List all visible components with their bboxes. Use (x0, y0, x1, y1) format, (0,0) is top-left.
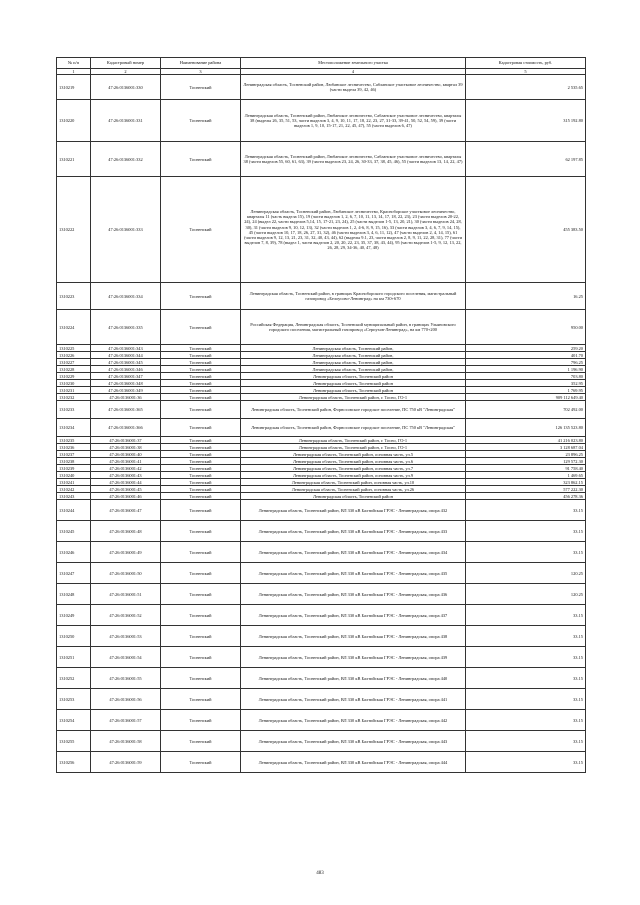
column-number-cell: 4 (241, 69, 466, 75)
table-row (57, 142, 586, 177)
location-cell: Ленинградская область, Тосненский район, основная часть, ул.7 (241, 465, 466, 472)
row-index-cell: 1310229 (57, 373, 91, 380)
cadastral-number-cell: 47:26:0136001:345 (91, 359, 161, 366)
location-cell: Ленинградская область, Тосненский район, ВЛ 330 кВ Балтийская ГРЭС - Ленинградская, опора 438 (241, 626, 466, 647)
row-index-cell: 1310225 (57, 345, 91, 352)
table-row (57, 419, 586, 437)
location-cell: Ленинградская область, Тосненский район, г. Тосно, ГО-1 (241, 437, 466, 444)
row-index-cell: 1310235 (57, 437, 91, 444)
column-number-cell: 3 (161, 69, 241, 75)
table-row (57, 380, 586, 387)
cadastral-value-cell: 702 492.00 (466, 401, 586, 419)
row-index-cell: 1310246 (57, 542, 91, 563)
row-index-cell: 1310237 (57, 451, 91, 458)
district-name-cell: Тосненский (161, 437, 241, 444)
cadastral-value-cell: 323 862.15 (466, 479, 586, 486)
table-row (57, 752, 586, 773)
district-name-cell: Тосненский (161, 605, 241, 626)
cadastral-number-cell: 47:26:0136001:48 (91, 521, 161, 542)
cadastral-value-cell: 1 769.95 (466, 387, 586, 394)
district-name-cell: Тосненский (161, 310, 241, 345)
cadastral-value-cell: 33.15 (466, 731, 586, 752)
row-index-cell: 1310240 (57, 472, 91, 479)
location-cell: Ленинградская область, Тосненский район, г. Тосно, ГО-1 (241, 394, 466, 401)
location-cell: Ленинградская область, Тосненский район, Форносовское городское поселение, ПС 750 кВ "Ленинградская" (241, 419, 466, 437)
cadastral-number-cell: 47:26:0136001:41 (91, 458, 161, 465)
cadastral-value-cell: 126 135 523.80 (466, 419, 586, 437)
table-row (57, 373, 586, 380)
location-cell: Ленинградская область, Тосненский район, ВЛ 330 кВ Балтийская ГРЭС - Ленинградская, опора 442 (241, 710, 466, 731)
table-row (57, 465, 586, 472)
district-name-cell: Тосненский (161, 472, 241, 479)
cadastral-number-cell: 47:26:0136001:37 (91, 437, 161, 444)
row-index-cell: 1310250 (57, 626, 91, 647)
table-row (57, 626, 586, 647)
district-name-cell: Тосненский (161, 668, 241, 689)
cadastral-number-cell: 47:26:0136001:51 (91, 584, 161, 605)
district-name-cell: Тосненский (161, 479, 241, 486)
cadastral-value-cell: 909 112 649.40 (466, 394, 586, 401)
district-name-cell: Тосненский (161, 359, 241, 366)
cadastral-number-cell: 47:26:0136001:335 (91, 310, 161, 345)
row-index-cell: 1310251 (57, 647, 91, 668)
district-name-cell: Тосненский (161, 352, 241, 359)
district-name-cell: Тосненский (161, 401, 241, 419)
cadastral-value-cell: 3 128 687.04 (466, 444, 586, 451)
cadastral-number-cell: 47:26:0136001:43 (91, 472, 161, 479)
row-index-cell: 1310224 (57, 310, 91, 345)
row-index-cell: 1310234 (57, 419, 91, 437)
cadastral-value-cell: 315 192.80 (466, 100, 586, 142)
cadastral-number-cell: 47:26:0136001:347 (91, 373, 161, 380)
table-row (57, 437, 586, 444)
location-cell: Ленинградская область, Тосненский район, основная часть, ул.6 (241, 458, 466, 465)
cadastral-value-cell: 33.15 (466, 689, 586, 710)
district-name-cell: Тосненский (161, 380, 241, 387)
table-row (57, 668, 586, 689)
cadastral-number-cell: 47:26:0136001:40 (91, 451, 161, 458)
header-cell-index: № п/п (57, 58, 91, 69)
row-index-cell: 1310220 (57, 100, 91, 142)
cadastral-number-cell: 47:26:0136001:55 (91, 668, 161, 689)
district-name-cell: Тосненский (161, 465, 241, 472)
cadastral-value-cell: 1 469.65 (466, 472, 586, 479)
cadastral-value-cell: 796.25 (466, 359, 586, 366)
table-row (57, 605, 586, 626)
table-row (57, 710, 586, 731)
cadastral-value-cell: 41 216 023.80 (466, 437, 586, 444)
cadastral-value-cell: 33.15 (466, 500, 586, 521)
cadastral-number-cell: 47:26:0136001:333 (91, 177, 161, 283)
table-row (57, 177, 586, 283)
table-header-row (57, 58, 586, 69)
location-cell: Ленинградская область, Тосненский район, (241, 359, 466, 366)
row-index-cell: 1310241 (57, 479, 91, 486)
cadastral-value-cell: 33.15 (466, 668, 586, 689)
location-cell: Ленинградская область, Тосненский район, ВЛ 330 кВ Балтийская ГРЭС - Ленинградская, опора 439 (241, 647, 466, 668)
district-name-cell: Тосненский (161, 689, 241, 710)
district-name-cell: Тосненский (161, 387, 241, 394)
location-cell: Российская Федерация, Ленинградская область, Тосненский муниципальный район, в границах Ульяновского городского поселения, магистральный газопровод «Серпухов-Ленинград», на км 770+200 (241, 310, 466, 345)
table-row (57, 345, 586, 352)
table-row (57, 647, 586, 668)
table-row (57, 486, 586, 493)
cadastral-number-cell: 47:26:0136001:49 (91, 542, 161, 563)
location-cell: Ленинградская область, Тосненский район, (241, 366, 466, 373)
column-number-cell: 5 (466, 69, 586, 75)
location-cell: Ленинградская область, Тосненский район, ВЛ 330 кВ Балтийская ГРЭС - Ленинградская, опора 432 (241, 500, 466, 521)
district-name-cell: Тосненский (161, 458, 241, 465)
district-name-cell: Тосненский (161, 731, 241, 752)
location-cell: Ленинградская область, Тосненский район, Форносовское городское поселение, ПС 750 кВ "Ленинградская" (241, 401, 466, 419)
row-index-cell: 1310236 (57, 444, 91, 451)
row-index-cell: 1310249 (57, 605, 91, 626)
cadastral-value-cell: 950.00 (466, 310, 586, 345)
cadastral-number-cell: 47:26:0136001:52 (91, 605, 161, 626)
cadastral-number-cell: 47:26:0136001:47 (91, 500, 161, 521)
cadastral-number-cell: 47:26:0136001:46 (91, 493, 161, 500)
table-row (57, 352, 586, 359)
cadastral-number-cell: 47:26:0136001:45 (91, 486, 161, 493)
row-index-cell: 1310226 (57, 352, 91, 359)
district-name-cell: Тосненский (161, 500, 241, 521)
header-cell-location: Местоположение земельного участка (241, 58, 466, 69)
cadastral-value-cell: 401.70 (466, 352, 586, 359)
row-index-cell: 1310252 (57, 668, 91, 689)
table-row (57, 689, 586, 710)
table-row (57, 458, 586, 465)
district-name-cell: Тосненский (161, 394, 241, 401)
cadastral-number-cell: 47:26:0136001:349 (91, 387, 161, 394)
cadastral-number-cell: 47:26:0136001:334 (91, 283, 161, 310)
cadastral-number-cell: 47:26:0136001:58 (91, 731, 161, 752)
row-index-cell: 1310256 (57, 752, 91, 773)
cadastral-number-cell: 47:26:0136001:330 (91, 75, 161, 100)
district-name-cell: Тосненский (161, 493, 241, 500)
cadastral-value-cell: 455 383.50 (466, 177, 586, 283)
cadastral-value-cell: 120.25 (466, 584, 586, 605)
cadastral-value-cell: 33.15 (466, 605, 586, 626)
row-index-cell: 1310244 (57, 500, 91, 521)
location-cell: Ленинградская область, Тосненский район (241, 380, 466, 387)
table-row (57, 451, 586, 458)
cadastral-number-cell: 47:26:0136001:36 (91, 394, 161, 401)
cadastral-value-cell: 1 196.90 (466, 366, 586, 373)
cadastral-value-cell: 2 535.65 (466, 75, 586, 100)
header-cell-cadastral-number: Кадастровый номер (91, 58, 161, 69)
cadastral-value-cell: 62 197.85 (466, 142, 586, 177)
row-index-cell: 1310238 (57, 458, 91, 465)
table-row (57, 479, 586, 486)
table-row (57, 359, 586, 366)
row-index-cell: 1310228 (57, 366, 91, 373)
location-cell: Ленинградская область, Тосненский район, ВЛ 330 кВ Балтийская ГРЭС - Ленинградская, опора 443 (241, 731, 466, 752)
header-cell-district: Наименование района (161, 58, 241, 69)
cadastral-number-cell: 47:26:0136001:38 (91, 444, 161, 451)
row-index-cell: 1310222 (57, 177, 91, 283)
location-cell: Ленинградская область, Тосненский район, ВЛ 330 кВ Балтийская ГРЭС - Ленинградская, опора 435 (241, 563, 466, 584)
cadastral-value-cell: 703.80 (466, 373, 586, 380)
cadastral-value-cell: 120.25 (466, 563, 586, 584)
cadastral-value-cell: 23 896.25 (466, 451, 586, 458)
row-index-cell: 1310219 (57, 75, 91, 100)
location-cell: Ленинградская область, Тосненский район, ВЛ 330 кВ Балтийская ГРЭС - Ленинградская, опора 434 (241, 542, 466, 563)
district-name-cell: Тосненский (161, 75, 241, 100)
document-sheet (56, 57, 585, 773)
row-index-cell: 1310253 (57, 689, 91, 710)
cadastral-number-cell: 47:26:0136001:50 (91, 563, 161, 584)
row-index-cell: 1310239 (57, 465, 91, 472)
location-cell: Ленинградская область, Тосненский район, ВЛ 330 кВ Балтийская ГРЭС - Ленинградская, опора 441 (241, 689, 466, 710)
location-cell: Ленинградская область, Тосненский район (241, 373, 466, 380)
district-name-cell: Тосненский (161, 563, 241, 584)
cadastral-value-cell: 33.15 (466, 710, 586, 731)
location-cell: Ленинградская область, Тосненский район, ВЛ 330 кВ Балтийская ГРЭС - Ленинградская, опора 440 (241, 668, 466, 689)
district-name-cell: Тосненский (161, 419, 241, 437)
location-cell: Ленинградская область, Тосненский район, Любанское лесничество, Сабланское участковое лесничество, кварталы 38 (выделы 26, 35, 51, 53, части выделов 3, 4, 9, 10, 11, 17, 18, 22, 23, 27, 31-33, 39-41, 50, 52, 54, 59), 39 (части выделов 1, 9, 10, 15-17, 21, 22, 45, 47), 55 (части выделов 6, 47) (241, 100, 466, 142)
district-name-cell: Тосненский (161, 451, 241, 458)
row-index-cell: 1310230 (57, 380, 91, 387)
row-index-cell: 1310231 (57, 387, 91, 394)
row-index-cell: 1310248 (57, 584, 91, 605)
cadastral-value-table (56, 57, 586, 773)
table-row (57, 310, 586, 345)
table-row (57, 444, 586, 451)
cadastral-value-cell: 33.15 (466, 542, 586, 563)
cadastral-number-cell: 47:26:0136001:346 (91, 366, 161, 373)
cadastral-number-cell: 47:26:0136001:54 (91, 647, 161, 668)
location-cell: Ленинградская область, Тосненский район, в границах Красноборского городского поселения, магистральный газопровод «Белоусово-Ленинград» на км 730+670 (241, 283, 466, 310)
table-row (57, 401, 586, 419)
table-row (57, 500, 586, 521)
cadastral-number-cell: 47:26:0136001:53 (91, 626, 161, 647)
cadastral-value-cell: 33.15 (466, 752, 586, 773)
table-row (57, 394, 586, 401)
location-cell: Ленинградская область, Тосненский район, Любанское лесничество, Сабланское участковое лесничество, квартал 39 (части выдела 39, 42, 46) (241, 75, 466, 100)
cadastral-number-cell: 47:26:0136001:59 (91, 752, 161, 773)
cadastral-number-cell: 47:26:0136001:331 (91, 100, 161, 142)
table-row (57, 100, 586, 142)
location-cell: Ленинградская область, Тосненский район, Любанское лесничество, Красноборское участковое лесничество, кварталы 11 (часть выдела 15), 19 (части выделов 1, 2, 6, 7, 10, 11, 13, 14, 17, 18, 22, 23), 23 (части выделов 20-22, 24), 24 (выдел 22, части выделов 5,14, 15, 17-21, 23, 24), 25 (части выделов 1-5, 13, 20, 21), 30 (части выделов 24, 28, 30), 31 (части выделов 9, 10, 12, 13), 32 (части выделов 1, 2, 4-6, 8, 9, 15, 16), 33 (части выделов 3, 4, 6, 7, 9, 14, 15), 45 (части выделов 10, 17, 18, 26, 27, 31, 32), 46 (части выделов 3, 4, 6, 11, 12), 47 (части выделов 2, 4, 14, 15), 61 (части выделов 9, 12, 13, 21, 23, 31, 32, 40, 43, 44), 62 (выделы 9.1, 23, части выделов 2, 8, 9, 11, 22, 28, 31), 77 (части выделов 7, 8, 39), 78 (выдел 1, части выделов 2, 20, 20, 22, 23, 35, 37, 38, 43, 44), 95 (части выделов 1-5, 9, 12, 13, 22, 26, 28, 29, 34-36, 40, 47, 48) (241, 177, 466, 283)
location-cell: Ленинградская область, Тосненский район, ВЛ 330 кВ Балтийская ГРЭС - Ленинградская, опора 437 (241, 605, 466, 626)
location-cell: Ленинградская область, Тосненский район, (241, 345, 466, 352)
district-name-cell: Тосненский (161, 710, 241, 731)
cadastral-value-cell: 16.25 (466, 283, 586, 310)
location-cell: Ленинградская область, Тосненский район, ВЛ 330 кВ Балтийская ГРЭС - Ленинградская, опора 444 (241, 752, 466, 773)
district-name-cell: Тосненский (161, 542, 241, 563)
district-name-cell: Тосненский (161, 626, 241, 647)
district-name-cell: Тосненский (161, 345, 241, 352)
district-name-cell: Тосненский (161, 584, 241, 605)
row-index-cell: 1310247 (57, 563, 91, 584)
column-number-cell: 1 (57, 69, 91, 75)
table-row (57, 472, 586, 479)
location-cell: Ленинградская область, Тосненский район, Любанское лесничество, Сабланское участковое лесничество, кварталы 38 (части выделов 55, 60, 61, 63), 39 (части выделов 23, 24, 26, 30-33, 37, 38, 45, 46), 55 (части выделов 13, 14, 22, 47) (241, 142, 466, 177)
district-name-cell: Тосненский (161, 373, 241, 380)
location-cell: Ленинградская область, Тосненский район, ВЛ 330 кВ Балтийская ГРЭС - Ленинградская, опора 433 (241, 521, 466, 542)
table-row (57, 387, 586, 394)
table-row (57, 731, 586, 752)
row-index-cell: 1310232 (57, 394, 91, 401)
cadastral-value-cell: 352.95 (466, 380, 586, 387)
district-name-cell: Тосненский (161, 100, 241, 142)
cadastral-number-cell: 47:26:0136001:332 (91, 142, 161, 177)
location-cell: Ленинградская область, Тосненский район, основная часть, ул.26 (241, 486, 466, 493)
table-row (57, 283, 586, 310)
cadastral-value-cell: 259.20 (466, 345, 586, 352)
row-index-cell: 1310221 (57, 142, 91, 177)
column-number-cell: 2 (91, 69, 161, 75)
cadastral-number-cell: 47:26:0136001:365 (91, 401, 161, 419)
row-index-cell: 1310245 (57, 521, 91, 542)
cadastral-value-cell: 129 572.30 (466, 458, 586, 465)
table-row (57, 366, 586, 373)
table-row (57, 493, 586, 500)
district-name-cell: Тосненский (161, 444, 241, 451)
table-row (57, 75, 586, 100)
cadastral-value-cell: 33.15 (466, 647, 586, 668)
cadastral-value-cell: 456 278.36 (466, 493, 586, 500)
cadastral-value-cell: 33.15 (466, 521, 586, 542)
cadastral-number-cell: 47:26:0136001:343 (91, 345, 161, 352)
cadastral-number-cell: 47:26:0136001:42 (91, 465, 161, 472)
location-cell: Ленинградская область, Тосненский район (241, 387, 466, 394)
cadastral-number-cell: 47:26:0136001:57 (91, 710, 161, 731)
page-number: 483 (316, 871, 324, 876)
table-row (57, 521, 586, 542)
district-name-cell: Тосненский (161, 521, 241, 542)
table-row (57, 542, 586, 563)
row-index-cell: 1310254 (57, 710, 91, 731)
location-cell: Ленинградская область, Тосненский район, основная часть, ул.9 (241, 472, 466, 479)
cadastral-number-cell: 47:26:0136001:344 (91, 352, 161, 359)
row-index-cell: 1310223 (57, 283, 91, 310)
cadastral-value-cell: 33.15 (466, 626, 586, 647)
district-name-cell: Тосненский (161, 177, 241, 283)
district-name-cell: Тосненский (161, 647, 241, 668)
location-cell: Ленинградская область, Тосненский район, (241, 352, 466, 359)
district-name-cell: Тосненский (161, 486, 241, 493)
district-name-cell: Тосненский (161, 366, 241, 373)
row-index-cell: 1310227 (57, 359, 91, 366)
location-cell: Ленинградская область, Тосненский район (241, 493, 466, 500)
row-index-cell: 1310242 (57, 486, 91, 493)
cadastral-value-cell: 577 222.30 (466, 486, 586, 493)
header-cell-cadastral-value: Кадастровая стоимость, руб. (466, 58, 586, 69)
cadastral-value-cell: 91 758.40 (466, 465, 586, 472)
cadastral-number-cell: 47:26:0136001:366 (91, 419, 161, 437)
location-cell: Ленинградская область, Тосненский район, основная часть, ул.10 (241, 479, 466, 486)
location-cell: Ленинградская область, Тосненский район, ВЛ 330 кВ Балтийская ГРЭС - Ленинградская, опора 436 (241, 584, 466, 605)
district-name-cell: Тосненский (161, 283, 241, 310)
cadastral-number-cell: 47:26:0136001:348 (91, 380, 161, 387)
location-cell: Ленинградская область, Тосненский район, основная часть, ул.5 (241, 451, 466, 458)
row-index-cell: 1310255 (57, 731, 91, 752)
district-name-cell: Тосненский (161, 142, 241, 177)
row-index-cell: 1310243 (57, 493, 91, 500)
cadastral-number-cell: 47:26:0136001:56 (91, 689, 161, 710)
row-index-cell: 1310233 (57, 401, 91, 419)
table-row (57, 584, 586, 605)
table-row (57, 563, 586, 584)
cadastral-number-cell: 47:26:0136001:44 (91, 479, 161, 486)
district-name-cell: Тосненский (161, 752, 241, 773)
location-cell: Ленинградская область, Тосненский район, г. Тосно, ГО-1 (241, 444, 466, 451)
table-body (57, 58, 586, 773)
